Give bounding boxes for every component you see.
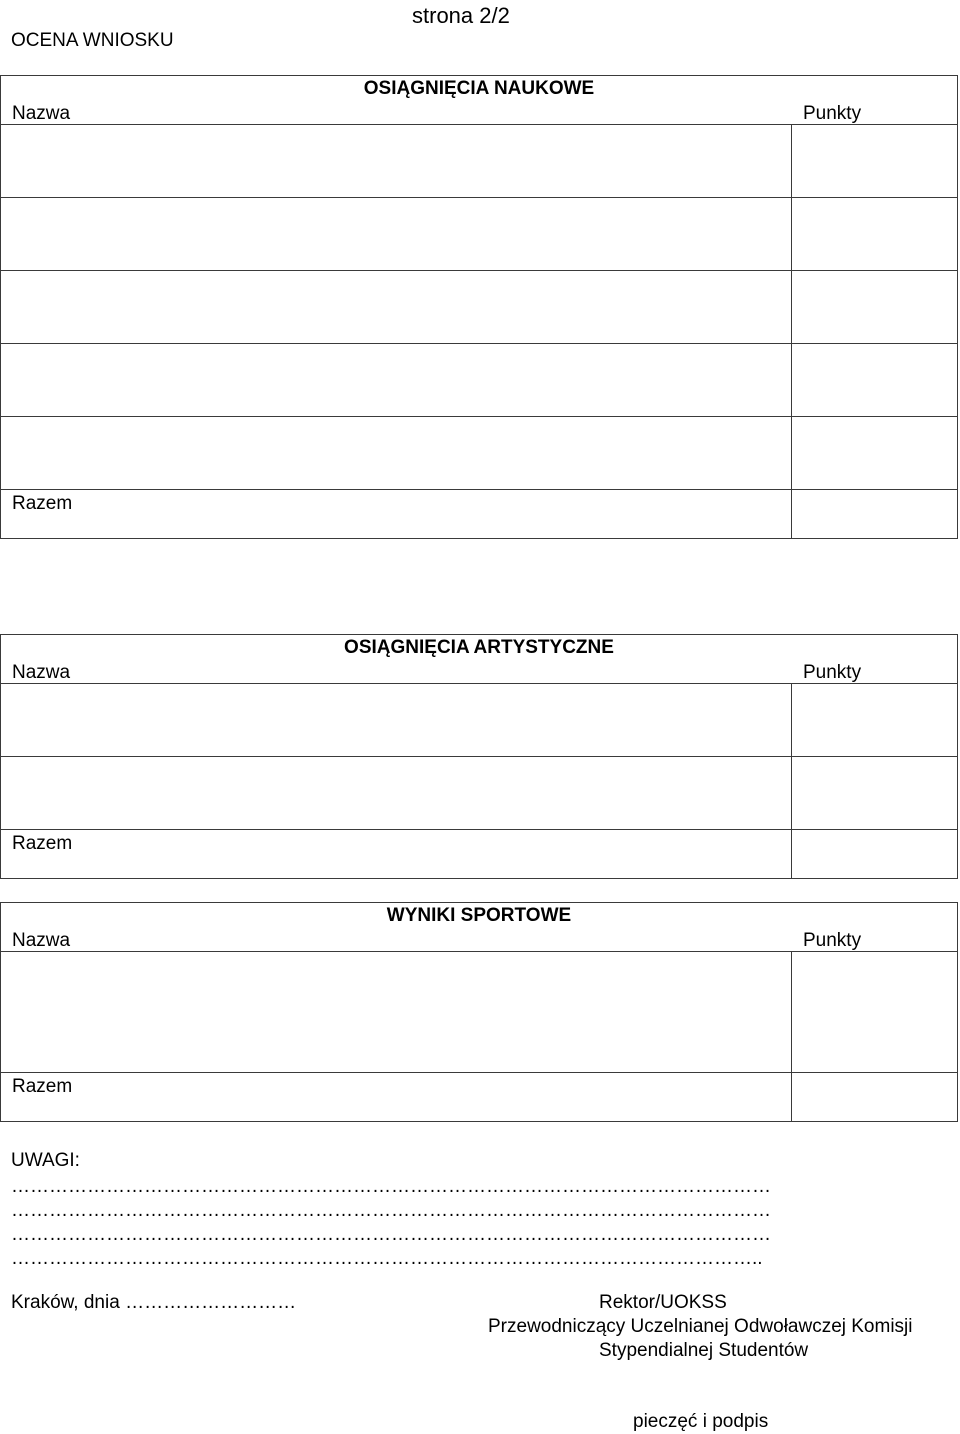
remarks-line[interactable]: ………………………………………………………………………………………………………… <box>11 1225 771 1244</box>
section-sports <box>0 902 957 1122</box>
name-cell[interactable] <box>1 344 792 417</box>
name-cell[interactable] <box>1 125 792 198</box>
scientific-table <box>0 75 958 539</box>
name-cell[interactable] <box>1 684 792 757</box>
total-label: Razem <box>12 493 73 514</box>
artistic-table <box>0 634 958 879</box>
form-name: OCENA WNIOSKU <box>11 30 174 51</box>
total-row <box>1 490 792 539</box>
points-cell[interactable] <box>792 417 958 490</box>
section-title: OSIĄGNIĘCIA ARTYSTYCZNE <box>344 637 614 658</box>
name-cell[interactable] <box>1 757 792 830</box>
points-cell[interactable] <box>792 952 958 1073</box>
name-cell[interactable] <box>1 271 792 344</box>
points-cell[interactable] <box>792 271 958 344</box>
place-date: Kraków, dnia ……………………… <box>11 1292 297 1313</box>
points-column-label: Punkty <box>803 930 862 951</box>
section-title: WYNIKI SPORTOWE <box>386 905 572 926</box>
name-cell[interactable] <box>1 417 792 490</box>
total-row <box>1 1073 792 1122</box>
page-label: strona 2/2 <box>412 3 510 28</box>
section-title: OSIĄGNIĘCIA NAUKOWE <box>363 78 595 99</box>
stamp-signature-label: pieczęć i podpis <box>633 1411 769 1432</box>
points-column-label: Punkty <box>803 103 862 124</box>
total-label: Razem <box>12 833 73 854</box>
signer-title: Rektor/UOKSS <box>599 1292 727 1313</box>
name-column-label: Nazwa <box>12 930 71 951</box>
total-label: Razem <box>12 1076 73 1097</box>
section-scientific <box>0 75 957 539</box>
scientific-header <box>1 76 958 125</box>
remarks-line[interactable]: ………………………………………………………………………………………………………… <box>11 1177 771 1196</box>
signer-role: Przewodniczący Uczelnianej Odwoławczej Komisji <box>488 1316 913 1337</box>
points-cell[interactable] <box>792 198 958 271</box>
remarks-label: UWAGI: <box>11 1150 80 1171</box>
points-cell[interactable] <box>792 757 958 830</box>
name-column-label: Nazwa <box>12 103 71 124</box>
total-points-cell[interactable] <box>792 1073 958 1122</box>
points-cell[interactable] <box>792 125 958 198</box>
sports-table <box>0 902 958 1122</box>
points-cell[interactable] <box>792 684 958 757</box>
remarks-line[interactable]: ……………………………………………………………………………………………………….. <box>11 1249 763 1268</box>
signer-committee: Stypendialnej Studentów <box>599 1340 809 1361</box>
name-cell[interactable] <box>1 952 792 1073</box>
name-column-label: Nazwa <box>12 662 71 683</box>
sports-header <box>1 903 958 952</box>
points-column-label: Punkty <box>803 662 862 683</box>
total-row <box>1 830 792 879</box>
total-points-cell[interactable] <box>792 830 958 879</box>
total-points-cell[interactable] <box>792 490 958 539</box>
remarks-line[interactable]: ………………………………………………………………………………………………………… <box>11 1201 771 1220</box>
section-artistic <box>0 634 957 879</box>
name-cell[interactable] <box>1 198 792 271</box>
artistic-header <box>1 635 958 684</box>
points-cell[interactable] <box>792 344 958 417</box>
